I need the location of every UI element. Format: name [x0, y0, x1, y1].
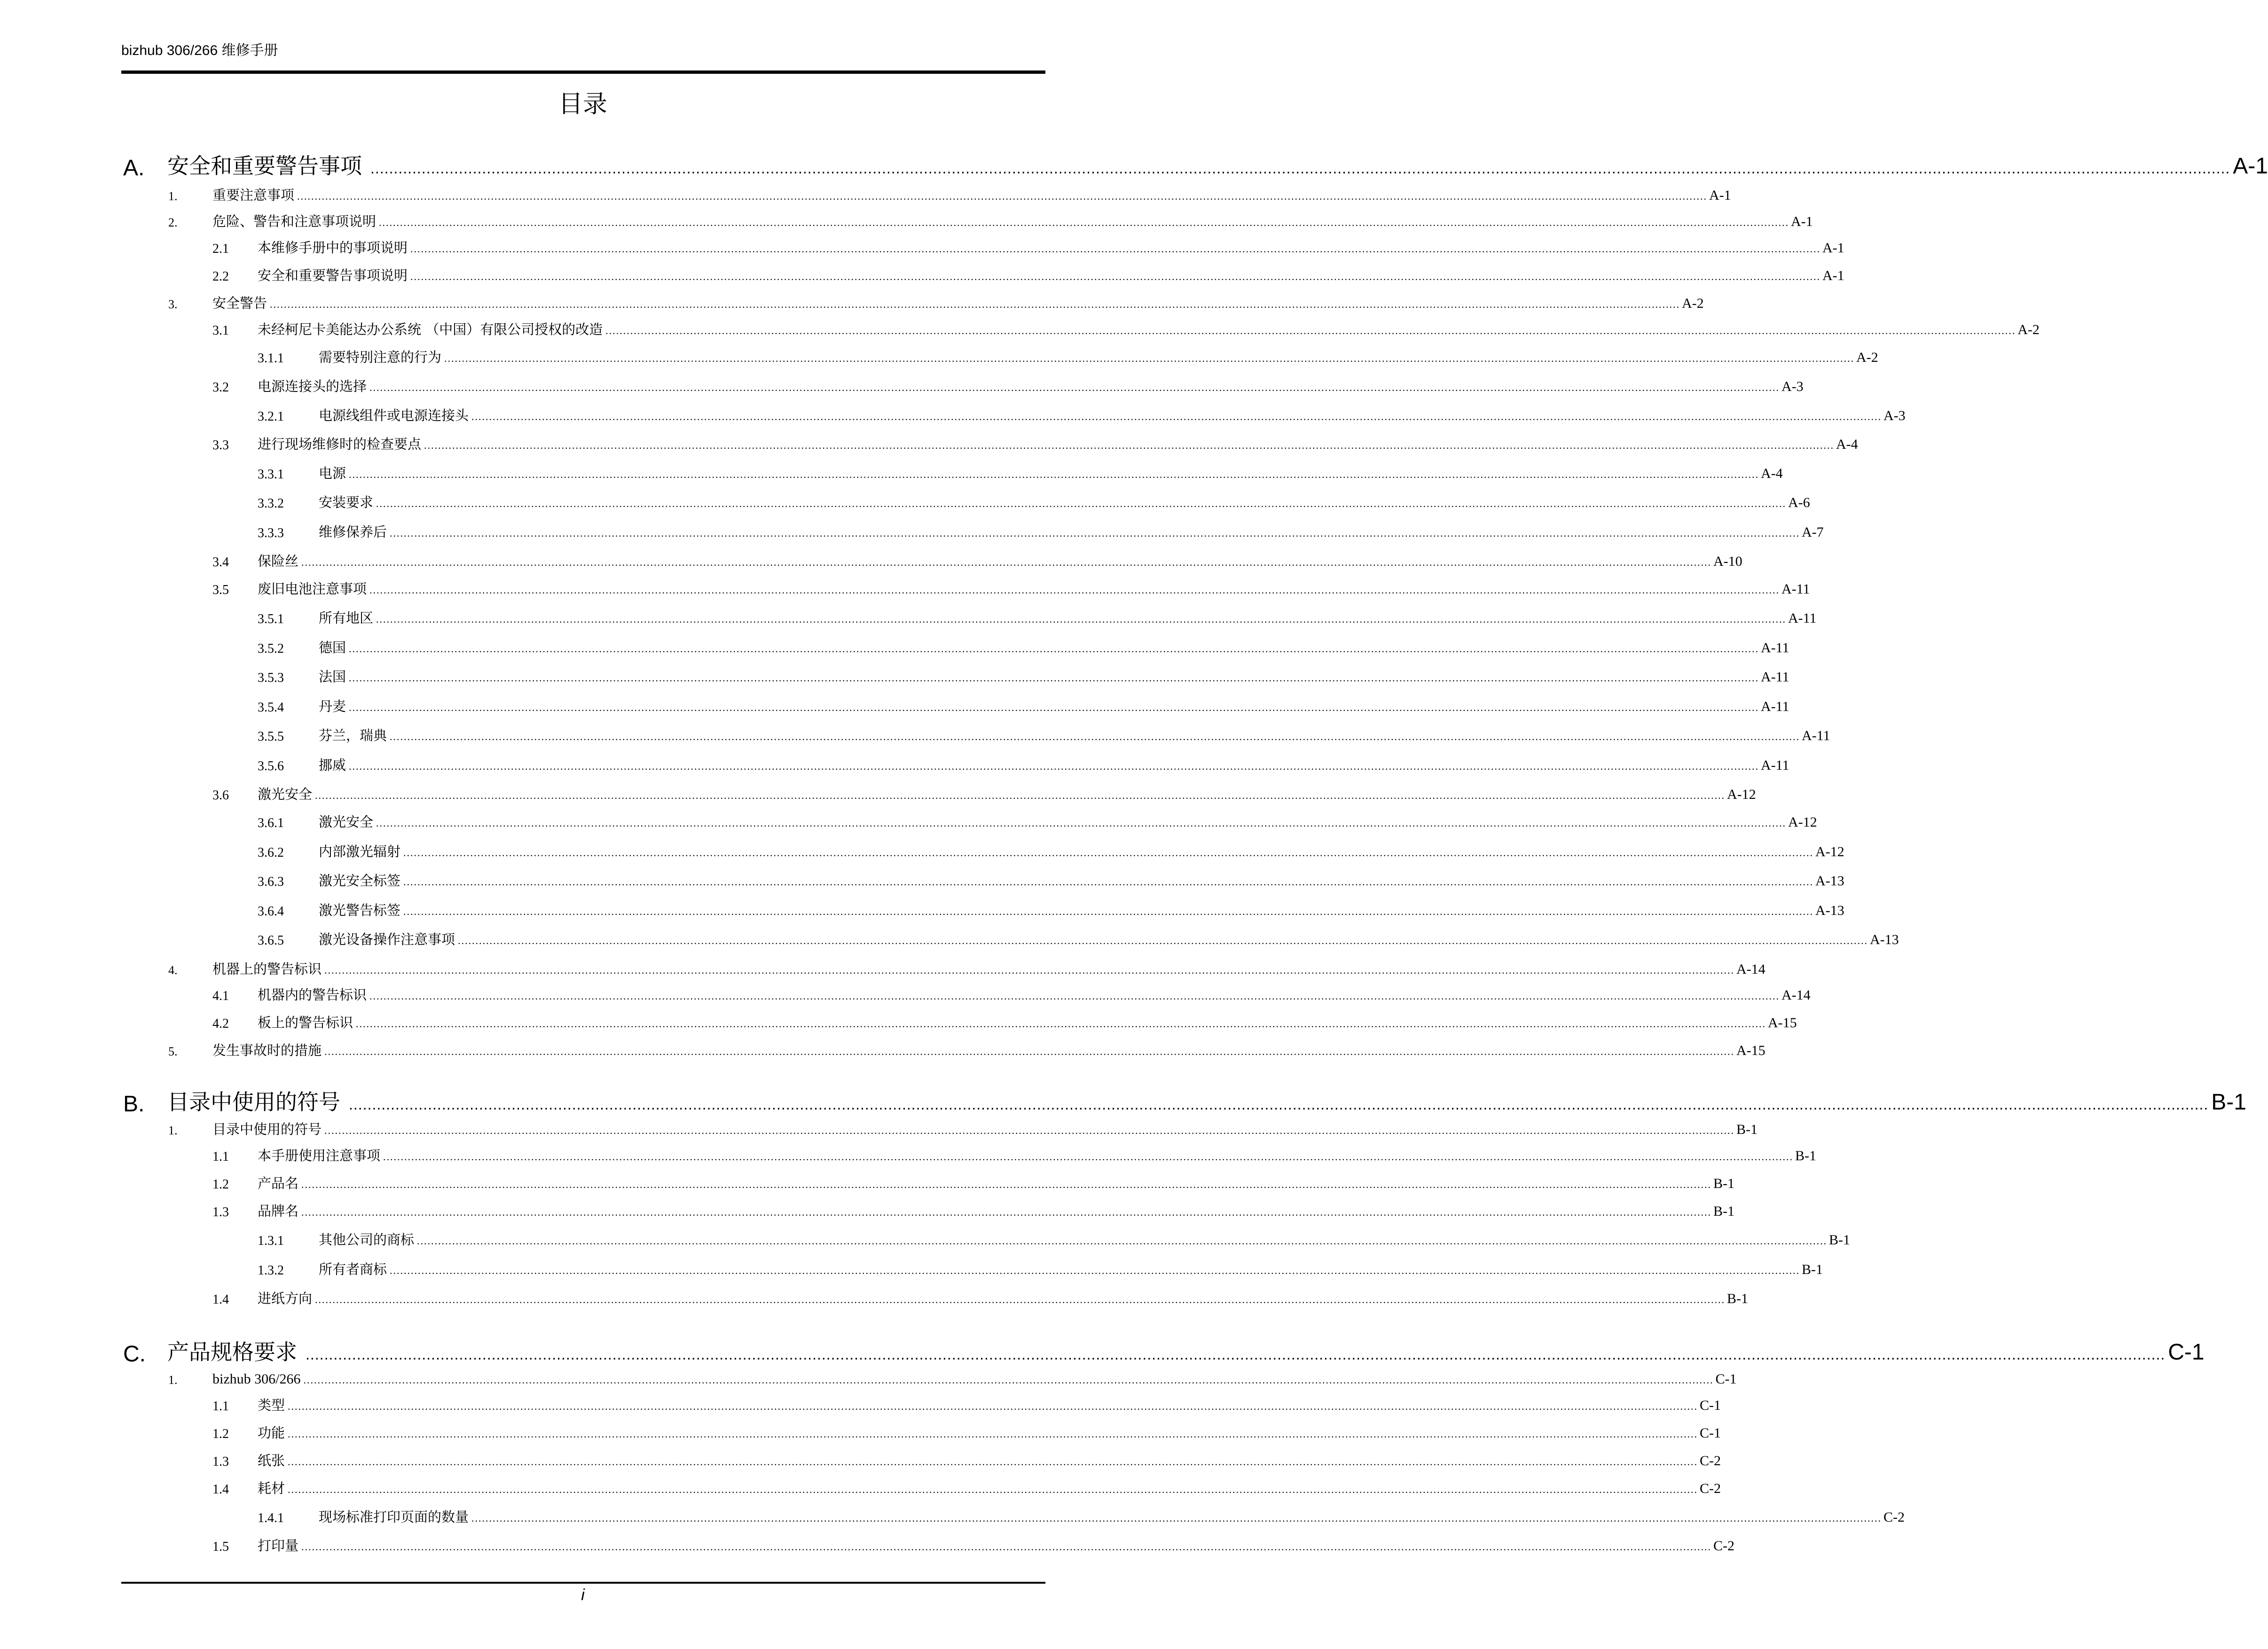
entry-page: A-2: [2017, 322, 2040, 337]
entry-page: A-15: [1768, 1015, 1797, 1031]
dot-leader: ................................................................................................................................................................................................................................................................................................................................................................................................................: [424, 439, 1835, 451]
toc-entry[interactable]: [0, 754, 1789, 779]
page-number: i: [581, 1586, 585, 1604]
entry-number: 1.5: [212, 1540, 229, 1554]
section-title: 安全和重要警告事项: [167, 153, 362, 179]
entry-number: 3.3: [212, 438, 229, 453]
dot-leader: ................................................................................................................................................................................................................................................................................................................................................................................................................: [410, 271, 1821, 282]
dot-leader: ................................................................................................................................................................................................................................................................................................................................................................................................................: [403, 906, 1814, 917]
section-title: 目录中使用的符号: [167, 1089, 340, 1115]
entry-title: 激光安全标签: [319, 873, 401, 889]
toc-entry[interactable]: [0, 929, 1899, 953]
entry-title: 保险丝: [258, 553, 299, 569]
dot-leader: ................................................................................................................................................................................................................................................................................................................................................................................................................: [403, 876, 1814, 888]
dot-leader: ................................................................................................................................................................................................................................................................................................................................................................................................................: [349, 643, 1759, 655]
entry-title: 安装要求: [319, 494, 374, 510]
toc-entry[interactable]: [0, 1258, 1823, 1283]
entry-number: 1.1: [212, 1399, 229, 1414]
toc-entry[interactable]: [0, 492, 1810, 516]
entry-page: A-14: [1736, 961, 1766, 977]
entry-number: 1.1: [212, 1149, 229, 1164]
entry-page: A-12: [1788, 814, 1817, 830]
entry-title: 进行现场维修时的检查要点: [258, 436, 422, 452]
section-number: C.: [123, 1342, 146, 1367]
entry-page: C-2: [1700, 1453, 1721, 1469]
dot-leader: ................................................................................................................................................................................................................................................................................................................................................................................................................: [349, 1096, 2209, 1113]
entry-number: 2.1: [212, 242, 229, 256]
entry-number: 3.5.6: [258, 759, 284, 774]
entry-number: 3.6.1: [258, 816, 284, 830]
dot-leader: ................................................................................................................................................................................................................................................................................................................................................................................................................: [471, 411, 1882, 422]
entry-title: 丹麦: [319, 698, 346, 714]
dot-leader: ................................................................................................................................................................................................................................................................................................................................................................................................................: [288, 1428, 1698, 1440]
entry-title: 现场标准打印页面的数量: [319, 1509, 469, 1525]
entry-number: 4.2: [212, 1016, 229, 1031]
entry-title: 其他公司的商标: [319, 1232, 415, 1248]
entry-title: 品牌名: [258, 1203, 299, 1219]
toc-entry[interactable]: [0, 1229, 1851, 1253]
entry-title: 电源线组件或电源连接头: [319, 407, 469, 423]
entry-number: 5.: [168, 1045, 178, 1058]
dot-leader: ................................................................................................................................................................................................................................................................................................................................................................................................................: [369, 584, 1780, 596]
dot-leader: ................................................................................................................................................................................................................................................................................................................................................................................................................: [349, 672, 1759, 684]
entry-title: 激光安全: [258, 786, 313, 802]
entry-title: 纸张: [258, 1453, 285, 1469]
section-page: C-1: [2168, 1340, 2205, 1365]
entry-title: 挪威: [319, 757, 346, 773]
dot-leader: ................................................................................................................................................................................................................................................................................................................................................................................................................: [315, 789, 1726, 801]
entry-title: 维修保养后: [319, 524, 387, 540]
entry-number: 3.3.2: [258, 496, 284, 511]
toc-entry[interactable]: [0, 666, 1789, 690]
entry-number: 3.5.4: [258, 700, 284, 715]
entry-number: 3.5.3: [258, 671, 284, 685]
toc-entry[interactable]: [0, 237, 1844, 261]
entry-number: 3.3.3: [258, 526, 284, 540]
section-page: A-1: [2233, 154, 2268, 179]
toc-section-b[interactable]: [0, 1089, 2246, 1120]
entry-page: A-3: [1883, 408, 1906, 423]
toc-entry[interactable]: [0, 984, 1811, 1008]
dot-leader: ................................................................................................................................................................................................................................................................................................................................................................................................................: [301, 1206, 1712, 1218]
entry-number: 2.: [168, 216, 178, 229]
entry-number: 1.3.1: [258, 1234, 284, 1248]
entry-title: 打印量: [258, 1538, 299, 1554]
entry-title: 机器上的警告标识: [212, 961, 322, 977]
entry-number: 1.2: [212, 1427, 229, 1441]
entry-title: 进纸方向: [258, 1290, 313, 1306]
dot-leader: ................................................................................................................................................................................................................................................................................................................................................................................................................: [306, 1346, 2166, 1363]
dot-leader: ................................................................................................................................................................................................................................................................................................................................................................................................................: [369, 990, 1780, 1002]
entry-page: A-10: [1713, 554, 1742, 569]
dot-leader: ................................................................................................................................................................................................................................................................................................................................................................................................................: [410, 243, 1821, 255]
entry-page: A-3: [1781, 379, 1804, 394]
entry-title: 本维修手册中的事项说明: [258, 240, 408, 256]
dot-leader: ................................................................................................................................................................................................................................................................................................................................................................................................................: [376, 817, 1787, 829]
toc-entry[interactable]: [0, 184, 1731, 209]
toc-entry[interactable]: [0, 725, 1830, 749]
toc-entry[interactable]: [0, 1288, 1749, 1312]
dot-leader: ................................................................................................................................................................................................................................................................................................................................................................................................................: [288, 1484, 1698, 1495]
entry-number: 3.6.2: [258, 845, 284, 860]
dot-leader: ................................................................................................................................................................................................................................................................................................................................................................................................................: [390, 731, 1800, 742]
toc-section-c[interactable]: [0, 1339, 2205, 1370]
entry-page: A-6: [1788, 495, 1810, 510]
entry-page: A-15: [1736, 1043, 1766, 1058]
dot-leader: ................................................................................................................................................................................................................................................................................................................................................................................................................: [376, 613, 1787, 625]
entry-number: 1.2: [212, 1177, 229, 1192]
toc-entry[interactable]: [0, 462, 1783, 487]
dot-leader: ................................................................................................................................................................................................................................................................................................................................................................................................................: [301, 1179, 1712, 1190]
dot-leader: ................................................................................................................................................................................................................................................................................................................................................................................................................: [390, 527, 1800, 539]
toc-entry[interactable]: [0, 521, 1824, 546]
entry-number: 1.3: [212, 1454, 229, 1469]
dot-leader: ................................................................................................................................................................................................................................................................................................................................................................................................................: [605, 325, 2016, 336]
toc-entry[interactable]: [0, 1394, 1721, 1419]
entry-number: 3.6.5: [258, 933, 284, 948]
entry-title: 产品名: [258, 1175, 299, 1191]
entry-number: 3.6: [212, 788, 229, 803]
toc-entry[interactable]: [0, 841, 1844, 865]
dot-leader: ................................................................................................................................................................................................................................................................................................................................................................................................................: [324, 1046, 1735, 1057]
toc-entry[interactable]: [0, 433, 1858, 458]
entry-number: 3.5.2: [258, 641, 284, 656]
dot-leader: ................................................................................................................................................................................................................................................................................................................................................................................................................: [324, 964, 1735, 976]
entry-page: A-4: [1761, 466, 1783, 481]
entry-page: A-11: [1761, 758, 1789, 773]
toc-entry[interactable]: [0, 319, 2040, 343]
toc-entry[interactable]: [0, 1506, 1905, 1531]
entry-page: A-13: [1870, 932, 1899, 947]
entry-page: A-2: [1682, 296, 1704, 311]
entry-number: 1.: [168, 189, 178, 203]
toc-entry[interactable]: [0, 637, 1789, 661]
entry-title: 激光设备操作注意事项: [319, 931, 455, 947]
toc-entry[interactable]: [0, 1118, 1758, 1143]
dot-leader: ................................................................................................................................................................................................................................................................................................................................................................................................................: [349, 702, 1759, 713]
section-number: A.: [123, 156, 145, 180]
toc-entry[interactable]: [0, 696, 1789, 720]
entry-number: 1.: [168, 1124, 178, 1137]
dot-leader: ................................................................................................................................................................................................................................................................................................................................................................................................................: [270, 298, 1680, 310]
entry-number: 3.1: [212, 323, 229, 338]
entry-title: 内部激光辐射: [319, 844, 401, 860]
entry-title: bizhub 306/266: [212, 1371, 301, 1387]
toc-entry[interactable]: [0, 375, 1804, 400]
toc-entry[interactable]: [0, 783, 1756, 808]
entry-page: A-11: [1761, 669, 1789, 685]
entry-page: B-1: [1727, 1291, 1749, 1306]
entry-page: A-1: [1709, 188, 1731, 203]
dot-leader: ................................................................................................................................................................................................................................................................................................................................................................................................................: [303, 1374, 1714, 1386]
section-page: B-1: [2211, 1090, 2246, 1115]
dot-leader: ................................................................................................................................................................................................................................................................................................................................................................................................................: [349, 469, 1759, 480]
dot-leader: ................................................................................................................................................................................................................................................................................................................................................................................................................: [444, 352, 1855, 364]
entry-page: B-1: [1795, 1148, 1817, 1164]
entry-number: 4.: [168, 963, 178, 977]
entry-title: 重要注意事项: [212, 187, 295, 203]
entry-title: 需要特别注意的行为: [319, 349, 442, 365]
entry-page: C-2: [1713, 1538, 1735, 1554]
entry-title: 激光警告标签: [319, 902, 401, 918]
section-number: B.: [123, 1092, 145, 1117]
entry-page: A-1: [1822, 268, 1844, 283]
entry-page: B-1: [1736, 1122, 1758, 1137]
toc-entry[interactable]: [0, 607, 1817, 632]
entry-title: 危险、警告和注意事项说明: [212, 213, 377, 229]
entry-number: 1.4: [212, 1292, 229, 1307]
dot-leader: ................................................................................................................................................................................................................................................................................................................................................................................................................: [315, 1294, 1726, 1305]
entry-page: C-2: [1883, 1509, 1905, 1525]
dot-leader: ................................................................................................................................................................................................................................................................................................................................................................................................................: [301, 556, 1712, 568]
footer-rule: [121, 1582, 1045, 1584]
toc-entry[interactable]: [0, 1172, 1735, 1197]
entry-page: B-1: [1829, 1232, 1851, 1248]
entry-title: 电源: [319, 465, 346, 481]
toc-entry[interactable]: [0, 1012, 1797, 1036]
entry-page: B-1: [1713, 1176, 1735, 1191]
entry-title: 功能: [258, 1425, 285, 1441]
entry-number: 1.3.2: [258, 1263, 284, 1278]
entry-title: 所有地区: [319, 610, 374, 626]
dot-leader: ................................................................................................................................................................................................................................................................................................................................................................................................................: [379, 217, 1789, 228]
entry-number: 3.5.5: [258, 729, 284, 744]
dot-leader: ................................................................................................................................................................................................................................................................................................................................................................................................................: [383, 1151, 1794, 1163]
entry-number: 3.6.4: [258, 904, 284, 919]
entry-page: A-7: [1802, 524, 1824, 540]
entry-page: C-1: [1700, 1425, 1721, 1441]
header-rule: [121, 70, 1045, 74]
entry-page: A-4: [1836, 437, 1858, 452]
entry-page: A-11: [1761, 640, 1789, 656]
entry-page: A-13: [1815, 873, 1844, 889]
entry-title: 耗材: [258, 1480, 285, 1496]
entry-number: 2.2: [212, 269, 229, 284]
entry-number: 1.: [168, 1373, 178, 1387]
toc-entry[interactable]: [0, 265, 1844, 289]
entry-number: 4.1: [212, 989, 229, 1003]
toc-entry[interactable]: [0, 870, 1844, 894]
dot-leader: ................................................................................................................................................................................................................................................................................................................................................................................................................: [370, 160, 2230, 177]
entry-title: 所有者商标: [319, 1261, 387, 1277]
entry-page: A-12: [1815, 844, 1844, 860]
entry-page: A-13: [1815, 903, 1844, 918]
entry-page: A-2: [1856, 350, 1878, 365]
entry-title: 法国: [319, 669, 346, 685]
entry-number: 3.3.1: [258, 467, 284, 482]
dot-leader: ................................................................................................................................................................................................................................................................................................................................................................................................................: [376, 498, 1787, 509]
toc-entry[interactable]: [0, 811, 1817, 836]
entry-title: 德国: [319, 640, 346, 656]
entry-page: C-1: [1715, 1371, 1737, 1387]
dot-leader: ................................................................................................................................................................................................................................................................................................................................................................................................................: [471, 1512, 1882, 1524]
toc-entry[interactable]: [0, 550, 1742, 575]
entry-page: B-1: [1713, 1204, 1735, 1219]
entry-number: 1.4.1: [258, 1511, 284, 1525]
entry-title: 安全警告: [212, 295, 267, 311]
dot-leader: ................................................................................................................................................................................................................................................................................................................................................................................................................: [356, 1018, 1766, 1030]
toc-entry[interactable]: [0, 405, 1906, 429]
dot-leader: ................................................................................................................................................................................................................................................................................................................................................................................................................: [349, 760, 1759, 772]
dot-leader: ................................................................................................................................................................................................................................................................................................................................................................................................................: [301, 1541, 1712, 1553]
entry-title: 未经柯尼卡美能达办公系统 （中国）有限公司授权的改造: [258, 321, 603, 337]
entry-number: 3.2: [212, 380, 229, 395]
toc-entry[interactable]: [0, 578, 1810, 602]
dot-leader: ................................................................................................................................................................................................................................................................................................................................................................................................................: [324, 1125, 1735, 1136]
entry-title: 类型: [258, 1397, 285, 1413]
entry-number: 3.1.1: [258, 351, 284, 366]
entry-page: B-1: [1802, 1262, 1823, 1277]
entry-number: 3.2.1: [258, 409, 284, 424]
running-header: bizhub 306/266 维修手册: [121, 43, 278, 58]
entry-page: A-1: [1822, 240, 1844, 256]
entry-title: 废旧电池注意事项: [258, 581, 367, 597]
dot-leader: ................................................................................................................................................................................................................................................................................................................................................................................................................: [390, 1265, 1800, 1276]
entry-title: 芬兰，瑞典: [319, 727, 387, 743]
entry-title: 激光安全: [319, 814, 374, 830]
entry-page: A-1: [1791, 214, 1813, 229]
toc-entry[interactable]: [0, 1422, 1721, 1446]
entry-page: A-12: [1727, 787, 1756, 802]
entry-page: C-2: [1700, 1481, 1721, 1496]
entry-title: 机器内的警告标识: [258, 987, 367, 1003]
entry-number: 3.: [168, 297, 178, 311]
entry-number: 3.6.3: [258, 875, 284, 889]
entry-page: A-11: [1788, 610, 1817, 626]
page-title: 目录: [558, 90, 607, 118]
entry-title: 目录中使用的符号: [212, 1121, 322, 1137]
entry-page: A-14: [1781, 987, 1811, 1003]
toc-entry[interactable]: [0, 1450, 1721, 1474]
entry-number: 3.5: [212, 583, 229, 597]
toc-entry[interactable]: [0, 346, 1878, 371]
toc-entry[interactable]: [0, 1535, 1735, 1559]
entry-number: 1.4: [212, 1482, 229, 1497]
entry-title: 板上的警告标识: [258, 1015, 353, 1031]
toc-entry[interactable]: [0, 1477, 1721, 1502]
entry-title: 安全和重要警告事项说明: [258, 267, 408, 283]
toc-entry[interactable]: [0, 958, 1766, 983]
entry-number: 3.5.1: [258, 612, 284, 626]
dot-leader: ................................................................................................................................................................................................................................................................................................................................................................................................................: [417, 1235, 1828, 1247]
section-title: 产品规格要求: [167, 1339, 297, 1365]
toc-entry[interactable]: [0, 899, 1844, 924]
toc-entry[interactable]: [0, 1039, 1766, 1064]
entry-title: 本手册使用注意事项: [258, 1148, 381, 1164]
dot-leader: ................................................................................................................................................................................................................................................................................................................................................................................................................: [297, 190, 1708, 202]
entry-page: A-11: [1781, 581, 1810, 597]
toc-section-a[interactable]: [0, 153, 2268, 184]
toc-entry[interactable]: [0, 1368, 1737, 1392]
toc-entry[interactable]: [0, 292, 1704, 317]
entry-number: 1.3: [212, 1205, 229, 1219]
entry-title: 电源连接头的选择: [258, 378, 367, 394]
dot-leader: ................................................................................................................................................................................................................................................................................................................................................................................................................: [369, 382, 1780, 393]
toc-entry[interactable]: [0, 211, 1813, 235]
toc-entry[interactable]: [0, 1145, 1817, 1169]
dot-leader: ................................................................................................................................................................................................................................................................................................................................................................................................................: [403, 847, 1814, 859]
dot-leader: ................................................................................................................................................................................................................................................................................................................................................................................................................: [458, 935, 1868, 946]
dot-leader: ................................................................................................................................................................................................................................................................................................................................................................................................................: [288, 1400, 1698, 1412]
entry-title: 发生事故时的措施: [212, 1042, 322, 1058]
entry-number: 3.4: [212, 555, 229, 570]
toc-entry[interactable]: [0, 1200, 1735, 1225]
dot-leader: ................................................................................................................................................................................................................................................................................................................................................................................................................: [288, 1456, 1698, 1468]
entry-page: C-1: [1700, 1398, 1721, 1413]
entry-page: A-11: [1761, 699, 1789, 714]
entry-page: A-11: [1802, 728, 1830, 743]
